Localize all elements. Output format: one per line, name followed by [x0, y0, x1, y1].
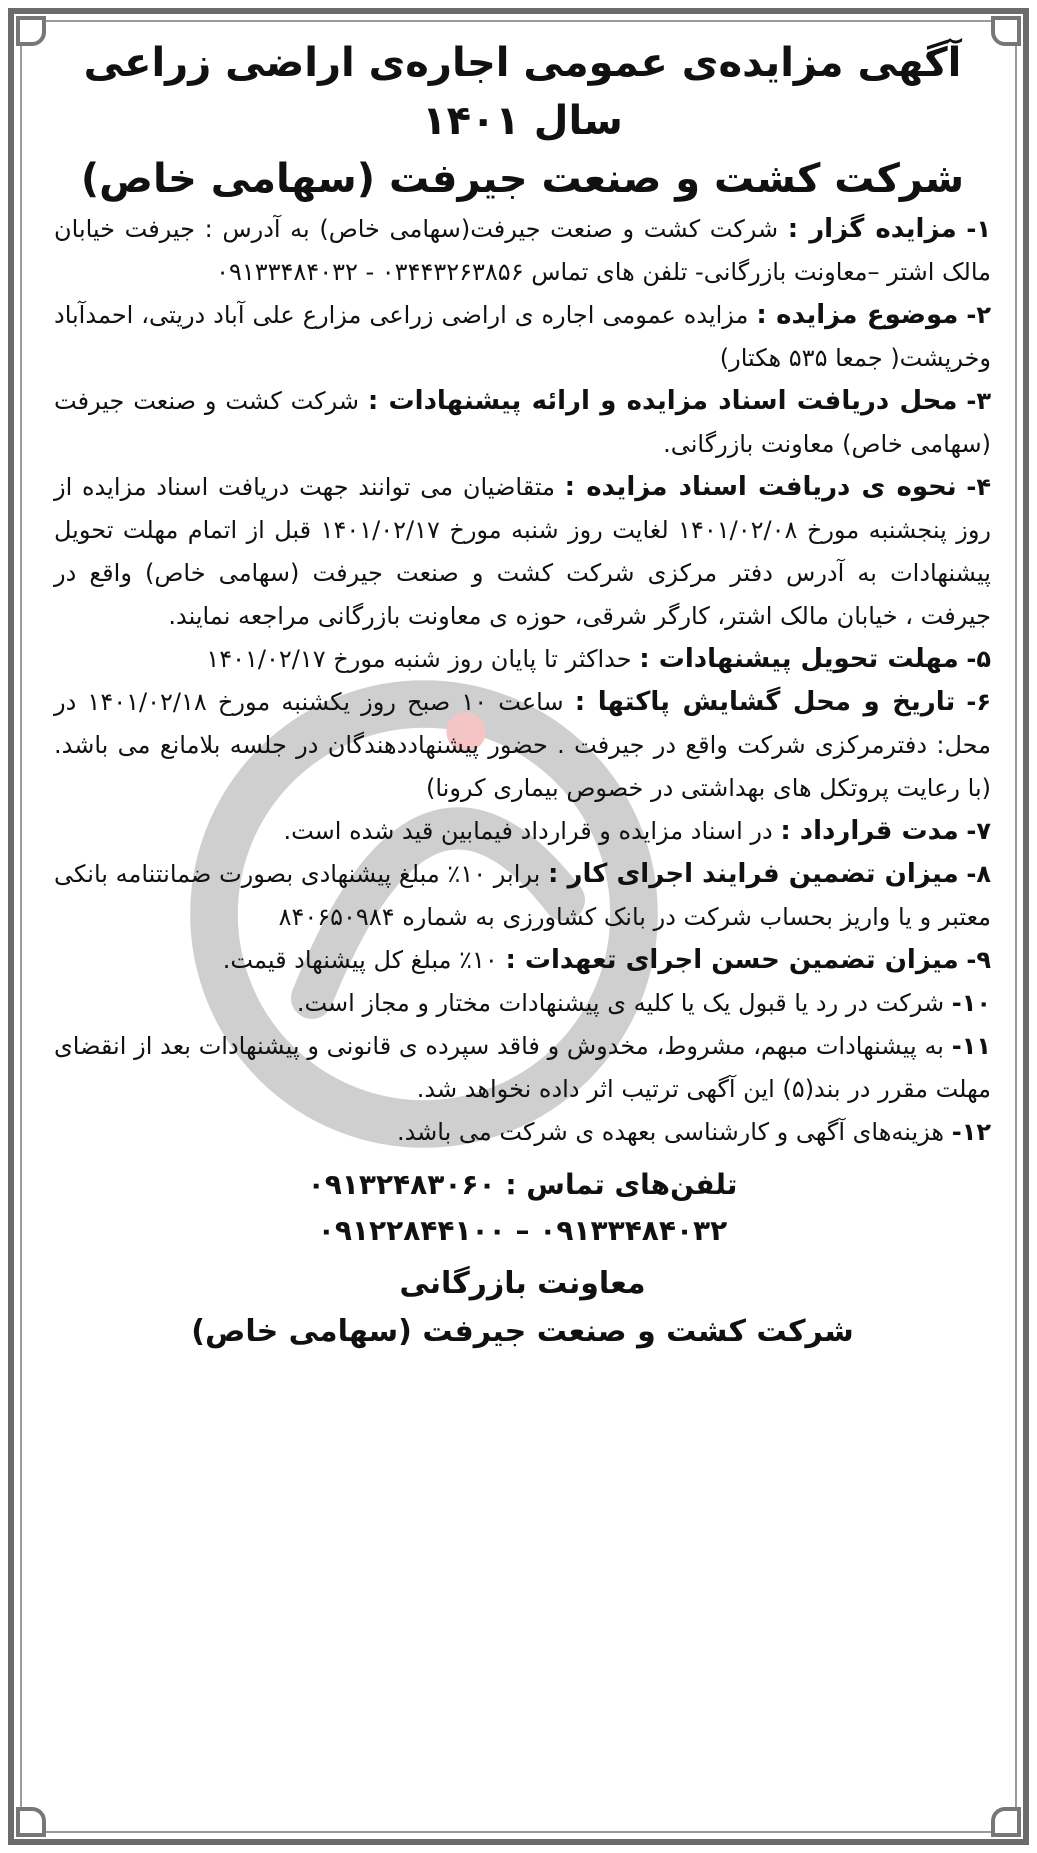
clause-number: ۳-: [966, 387, 991, 415]
clause-item: [54, 1025, 991, 1111]
frame-corner-ornament: [991, 1807, 1021, 1837]
clause-number: ۱۱-: [951, 1032, 991, 1060]
clause-heading: تاریخ و محل گشایش پاکتها :: [574, 687, 956, 717]
clause-item: [54, 638, 991, 681]
clause-number: ۶-: [966, 688, 991, 716]
ad-title-line-2: شرکت کشت و صنعت جیرفت (سهامی خاص): [80, 156, 965, 202]
clause-number: ۴-: [966, 473, 991, 501]
clause-item: [54, 208, 991, 294]
clause-text: ساعت ۱۰ صبح روز یکشنبه مورخ ۱۴۰۱/۰۲/۱۸ در محل: دفترمرکزی شرکت واقع در جیرفت . حضور پیشنهاددهندگان در جلسه بلامانع می باشد.(با رعایت پروتکل های بهداشتی در خصوص بیماری کرونا): [54, 688, 991, 802]
signature-department: معاونت بازرگانی: [399, 1266, 646, 1301]
clause-heading: مدت قرارداد :: [780, 816, 959, 846]
clause-heading: میزان تضمین فرایند اجرای کار :: [548, 859, 959, 889]
clause-item: [54, 853, 991, 939]
clause-heading: موضوع مزایده :: [756, 300, 959, 330]
ad-title-line-1: آگهی مزایده‌ی عمومی اجاره‌ی اراضی زراعی سال ۱۴۰۱: [83, 40, 962, 144]
frame-corner-ornament: [16, 16, 46, 46]
clause-number: ۷-: [966, 817, 991, 845]
phones-label: تلفن‌های تماس :: [505, 1168, 738, 1201]
frame-corner-ornament: [991, 16, 1021, 46]
clause-item: [54, 294, 991, 380]
clause-item: [54, 810, 991, 853]
clause-item: [54, 1111, 991, 1154]
clause-item: [54, 380, 991, 466]
phone-number: ۰۹۱۲۲۸۴۴۱۰۰: [317, 1214, 506, 1247]
frame-corner-ornament: [16, 1807, 46, 1837]
clause-number: ۱۰-: [951, 989, 991, 1017]
clause-text: شرکت کشت و صنعت جیرفت(سهامی خاص) به آدرس : جیرفت خیابان مالک اشتر –معاونت بازرگانی- تلفن های تماس ۰۳۴۴۳۲۶۳۸۵۶ - ۰۹۱۳۳۴۸۴۰۳۲: [54, 215, 991, 286]
phones-line-2: [54, 1208, 991, 1254]
clause-text: مزایده عمومی اجاره ی اراضی زراعی مزارع علی آباد دریتی، احمدآباد وخرپشت( جمعا ۵۳۵ هکتار): [54, 301, 991, 372]
clause-number: ۱۲-: [951, 1118, 991, 1146]
clause-number: ۹-: [966, 946, 991, 974]
ad-content: [54, 34, 991, 1815]
clause-text: حداکثر تا پایان روز شنبه مورخ ۱۴۰۱/۰۲/۱۷: [206, 645, 640, 673]
clause-number: ۱-: [966, 215, 991, 243]
signature-company: شرکت کشت و صنعت جیرفت (سهامی خاص): [191, 1314, 854, 1349]
clause-item: [54, 466, 991, 638]
phone-number: ۰۹۱۳۳۴۸۴۰۳۲: [539, 1214, 728, 1247]
clause-text: در اسناد مزایده و قرارداد فیمابین قید شده است.: [283, 817, 781, 845]
clause-item: [54, 681, 991, 810]
clause-number: ۵-: [966, 645, 991, 673]
clause-text: متقاضیان می توانند جهت دریافت اسناد مزایده از روز پنجشنبه مورخ ۱۴۰۱/۰۲/۰۸ لغایت روز شنبه مورخ ۱۴۰۱/۰۲/۱۷ قبل از اتمام مهلت تحویل پیشنهادات به آدرس دفتر مرکزی شرکت کشت و صنعت جیرفت (سهامی خاص) واقع در جیرفت ، خیابان مالک اشتر، کارگر شرقی، حوزه ی معاونت بازرگانی مراجعه نمایند.: [54, 473, 992, 630]
ad-frame: [8, 8, 1029, 1845]
clause-text: به پیشنهادات مبهم، مشروط، مخدوش و فاقد سپرده ی قانونی و پیشنهادات بعد از انقضای مهلت مقرر در بند(۵) این آگهی ترتیب اثر داده نخواهد شد.: [54, 1032, 991, 1103]
clause-item: [54, 982, 991, 1025]
clause-text: شرکت در رد یا قبول یک یا کلیه ی پیشنهادات مختار و مجاز است.: [296, 989, 945, 1017]
clause-heading: مزایده گزار :: [787, 214, 957, 244]
phones-line-1: [54, 1162, 991, 1208]
clause-text: هزینه‌های آگهی و کارشناسی بعهده ی شرکت می باشد.: [396, 1118, 945, 1146]
clause-text: شرکت کشت و صنعت جیرفت (سهامی خاص) معاونت بازرگانی.: [54, 387, 991, 458]
clause-number: ۲-: [966, 301, 991, 329]
clause-item: [54, 939, 991, 982]
clause-heading: نحوه ی دریافت اسناد مزایده :: [564, 472, 957, 502]
clause-list: [54, 208, 991, 1154]
clause-text: ۱۰٪ مبلغ کل پیشنهاد قیمت.: [222, 946, 506, 974]
phone-number: ۰۹۱۳۲۴۸۳۰۶۰: [307, 1168, 496, 1201]
clause-number: ۸-: [966, 860, 991, 888]
clause-text: برابر ۱۰٪ مبلغ پیشنهادی بصورت ضمانتنامه بانکی معتبر و یا واریز بحساب شرکت در بانک کشاورزی به شماره ۸۴۰۶۵۰۹۸۴: [54, 860, 991, 931]
clause-heading: میزان تضمین حسن اجرای تعهدات :: [505, 945, 959, 975]
clause-heading: محل دریافت اسناد مزایده و ارائه پیشنهادات :: [367, 386, 958, 416]
clause-heading: مهلت تحویل پیشنهادات :: [639, 644, 959, 674]
signature-block: [54, 1162, 991, 1356]
phone-separator: –: [515, 1214, 530, 1247]
